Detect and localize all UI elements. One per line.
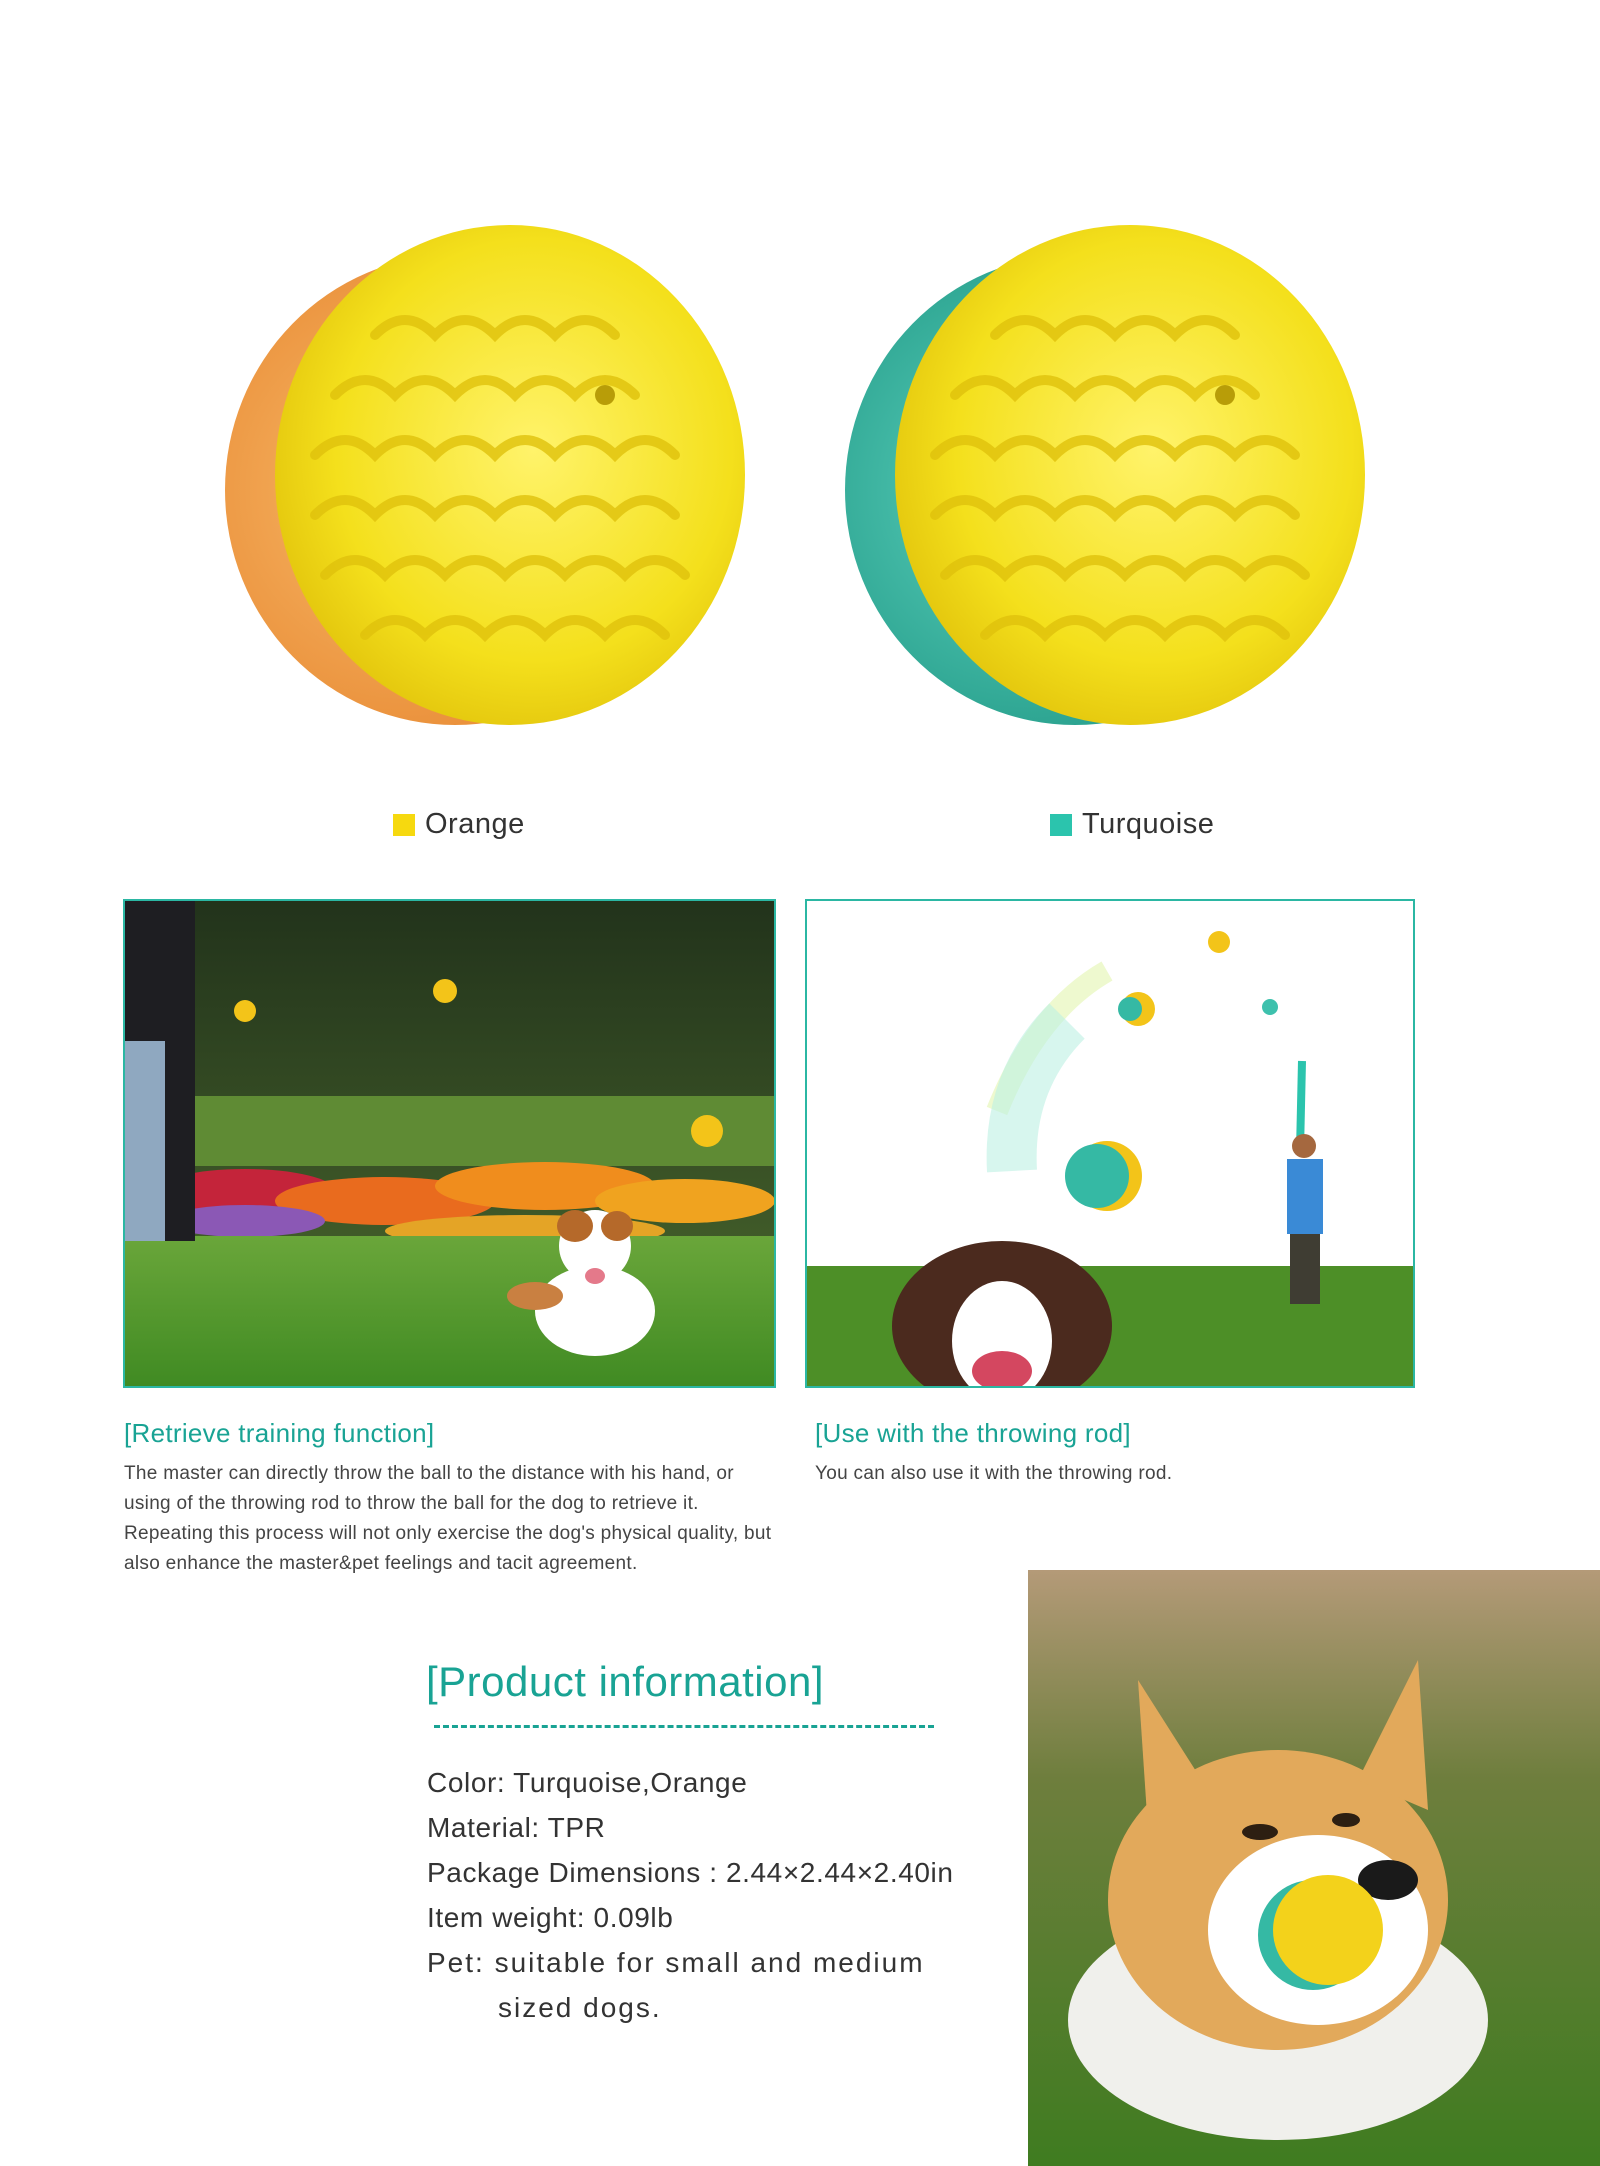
info-color: Color: Turquoise,Orange bbox=[427, 1767, 748, 1798]
turquoise-ball-image bbox=[825, 185, 1375, 735]
corgi-scene bbox=[1028, 1570, 1600, 2166]
orange-swatch bbox=[393, 814, 415, 836]
fetch-photo bbox=[123, 899, 776, 1388]
variant-orange-label: Orange bbox=[425, 808, 525, 840]
variant-turquoise-label: Turquoise bbox=[1082, 808, 1215, 840]
retrieve-training-title: [Retrieve training function] bbox=[124, 1418, 435, 1448]
park-scene bbox=[125, 901, 776, 1388]
info-dimensions: Package Dimensions : 2.44×2.44×2.40in bbox=[427, 1857, 954, 1888]
variant-orange bbox=[393, 808, 525, 841]
variant-turquoise bbox=[1050, 808, 1214, 841]
corgi-photo bbox=[1028, 1570, 1600, 2166]
info-weight: Item weight: 0.09lb bbox=[427, 1902, 674, 1933]
retrieve-training-body: The master can directly throw the ball to the distance with his hand, or using of the throwing rod to throw the ball for the dog to retrieve it. Repeating this process will not only exercise the dog's physical quality, but also enhance the master&pet feelings and tacit agreement. bbox=[124, 1463, 772, 1574]
info-pet-cont: sized dogs. bbox=[498, 1992, 662, 2023]
throwing-rod-body: You can also use it with the throwing rod. bbox=[815, 1463, 1173, 1484]
product-info-title: [Product information] bbox=[426, 1658, 825, 1705]
person bbox=[1287, 1134, 1323, 1304]
info-pet: Pet: suitable for small and medium bbox=[427, 1947, 925, 1978]
orange-ball-image bbox=[205, 185, 755, 735]
throwing-rod-photo bbox=[805, 899, 1415, 1388]
info-material: Material: TPR bbox=[427, 1812, 606, 1843]
title-divider bbox=[434, 1725, 934, 1728]
throwing-rod-title: [Use with the throwing rod] bbox=[815, 1418, 1131, 1448]
turquoise-swatch bbox=[1050, 814, 1072, 836]
ball-in-air bbox=[691, 1115, 723, 1147]
rod-scene bbox=[807, 901, 1415, 1388]
